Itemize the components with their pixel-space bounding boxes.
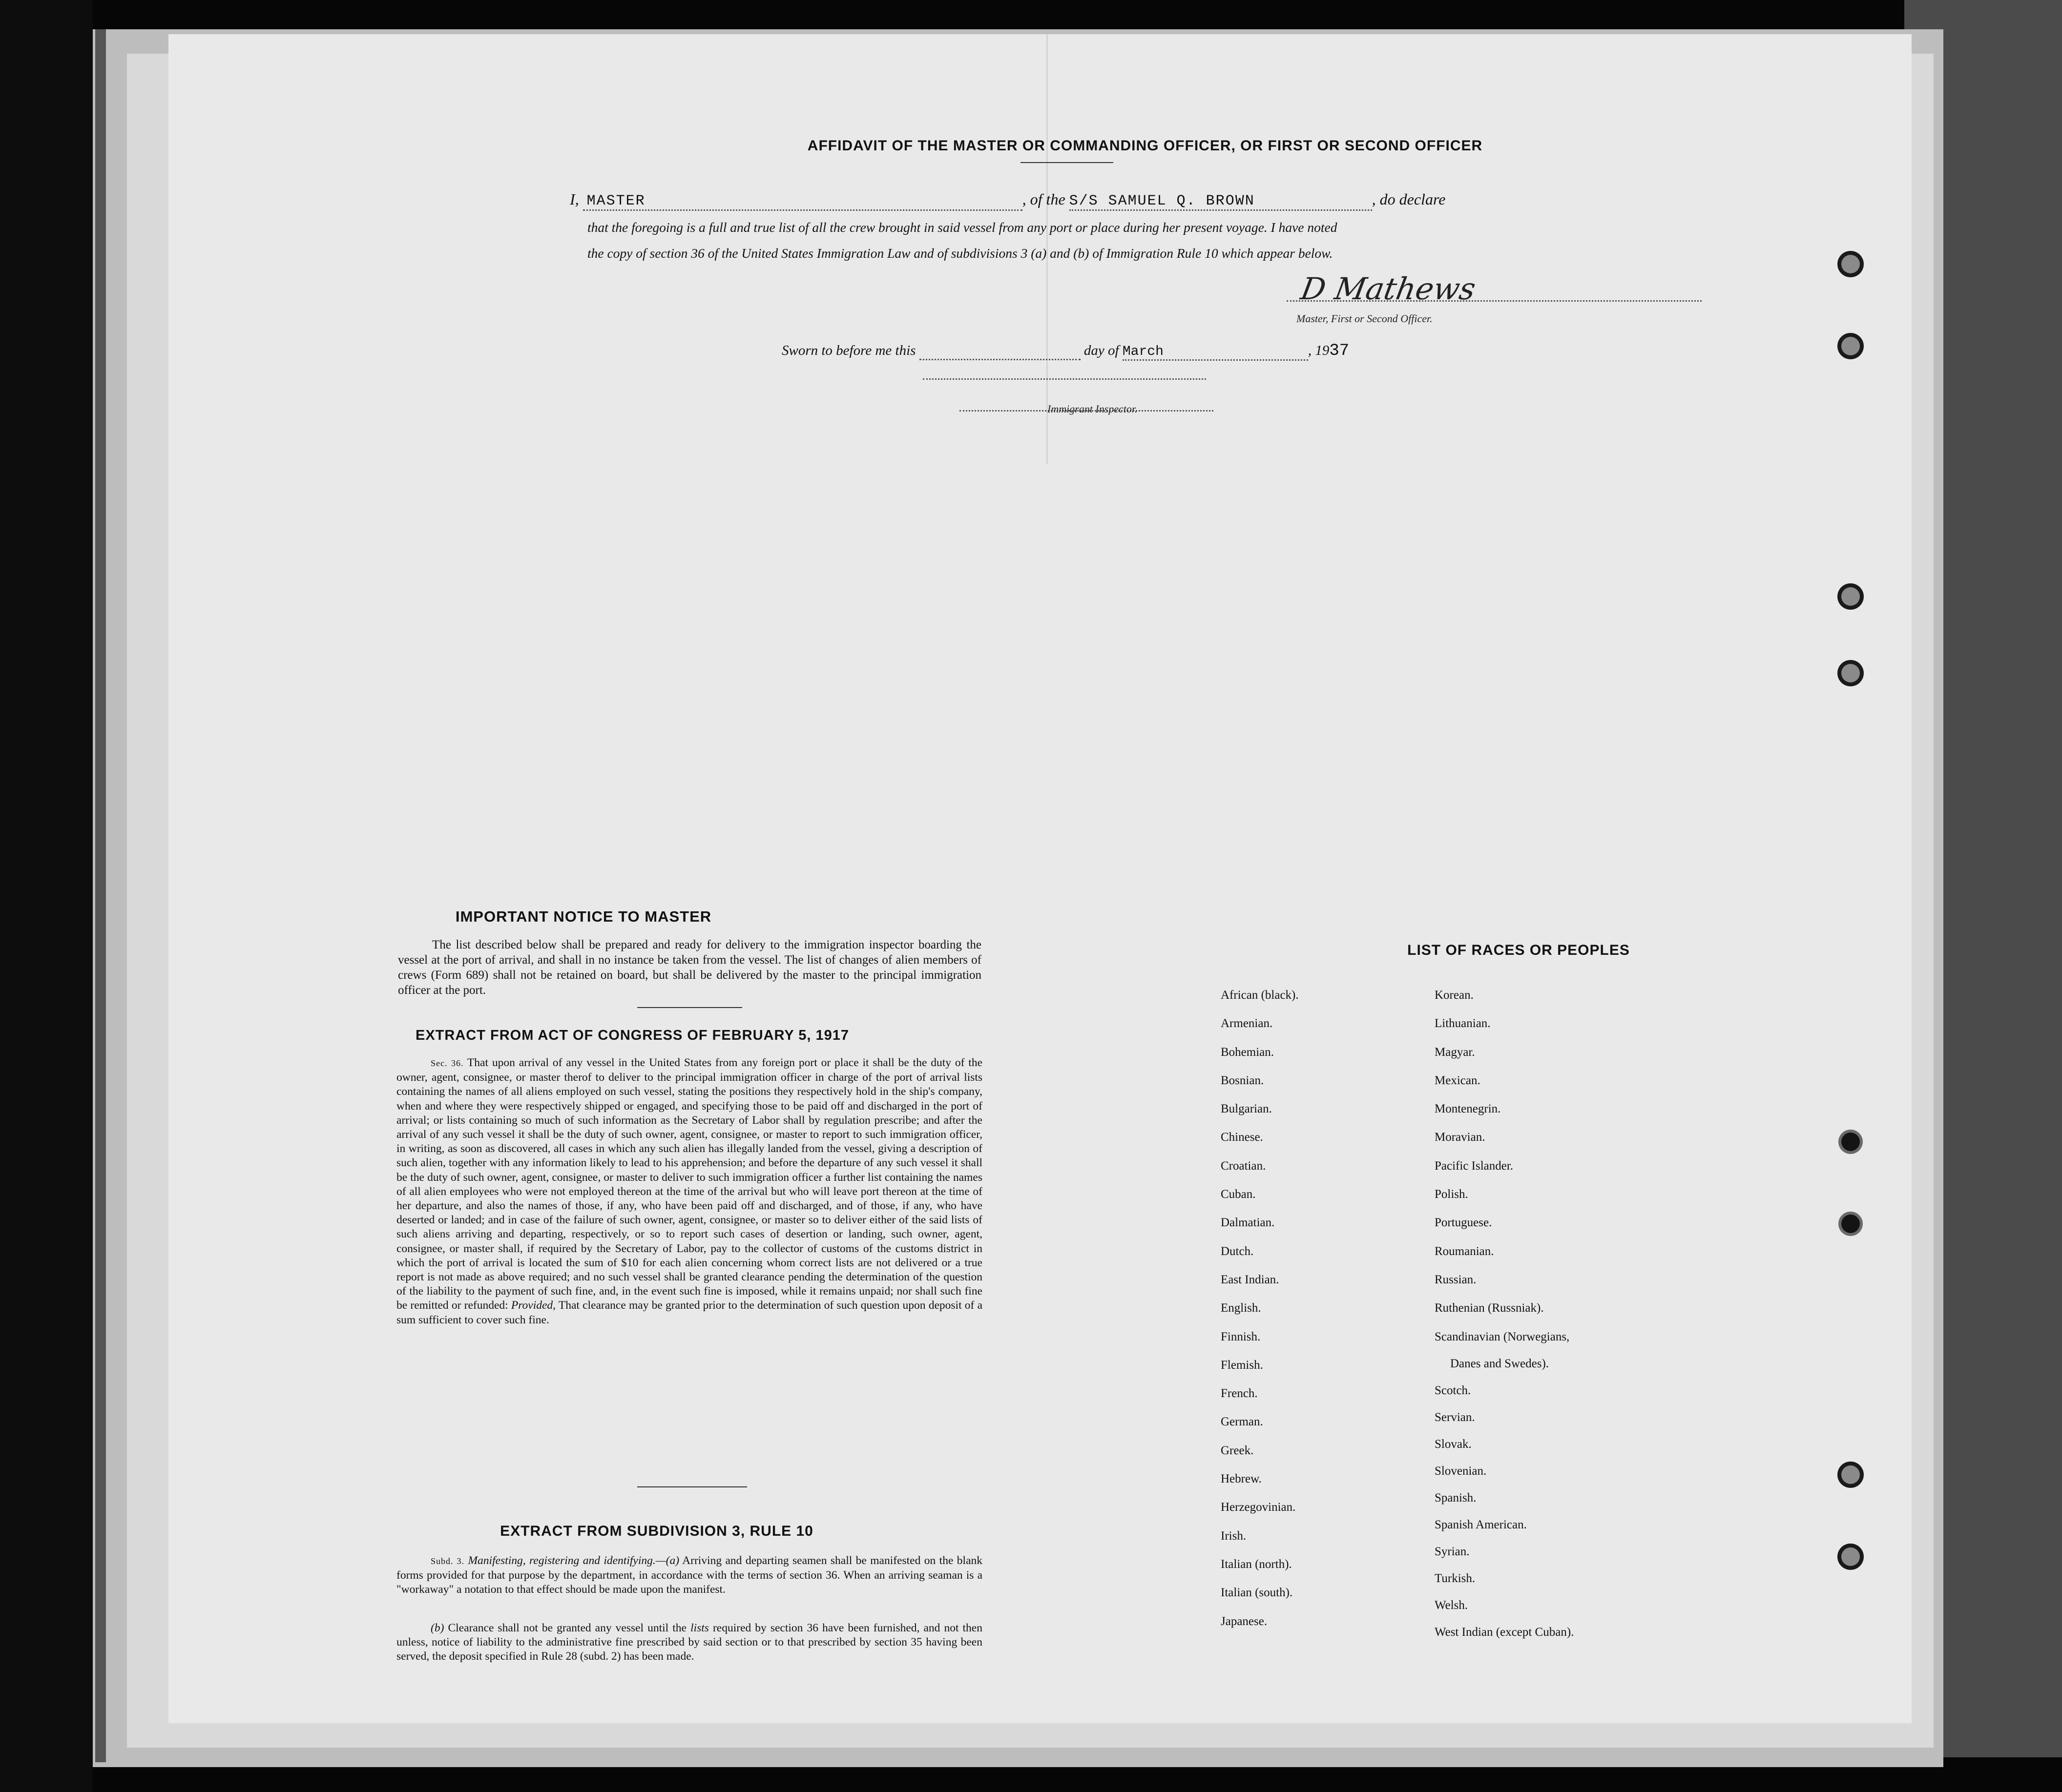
- race-item: Dalmatian.: [1221, 1216, 1275, 1230]
- rule10-para-b-part2: required by section 36 have been furnished, and not then unless, notice of liability to the administrative fine prescribed by said section or to that prescribed by section 35 having been served, the deposit specified in Rule 28 (subd. 2) has been made.: [396, 1622, 982, 1663]
- race-item: Hebrew.: [1221, 1472, 1262, 1486]
- race-item: Slovak.: [1435, 1437, 1472, 1451]
- race-item: Armenian.: [1221, 1017, 1273, 1030]
- act-section-label: Sec. 36.: [431, 1058, 464, 1068]
- punch-hole: [1841, 1215, 1860, 1233]
- affidavit-page: [168, 34, 1912, 1723]
- race-item: Moravian.: [1435, 1131, 1485, 1144]
- master-name: MASTER: [586, 193, 646, 209]
- race-item: Scandinavian (Norwegians,: [1435, 1330, 1570, 1343]
- race-item: Turkish.: [1435, 1571, 1476, 1585]
- race-item: Finnish.: [1221, 1330, 1261, 1343]
- signature-line: [1287, 300, 1702, 302]
- race-item: Korean.: [1435, 989, 1474, 1002]
- race-item: Dutch.: [1221, 1244, 1254, 1258]
- race-item: Portuguese.: [1435, 1216, 1492, 1230]
- punch-hole: [1841, 664, 1860, 682]
- notice-text: The list described below shall be prepared and ready for delivery to the immigration inspector boarding the vessel at the port of arrival, and shall in no instance be taken from the vessel. The list of changes of alien members of crews (Form 689) shall not be retained on board, but shall be delivered by the master to the principal immigration officer at the port.: [398, 938, 981, 997]
- race-item: Magyar.: [1435, 1045, 1475, 1059]
- of-the-label: , of the: [1022, 190, 1065, 208]
- races-title: LIST OF RACES OR PEOPLES: [1407, 942, 1630, 958]
- punch-hole: [1841, 587, 1860, 606]
- binder-bar-left: [95, 29, 106, 1762]
- race-item: East Indian.: [1221, 1273, 1279, 1286]
- race-item: Roumanian.: [1435, 1244, 1494, 1258]
- declare-label: , do declare: [1372, 190, 1446, 208]
- race-item: Bulgarian.: [1221, 1102, 1272, 1116]
- declaration-prefix: I,: [570, 190, 579, 208]
- race-item: Bosnian.: [1221, 1073, 1264, 1087]
- act-provided-text: That clearance may be granted prior to the determination of such question upon deposit of a sum sufficient to cover such fine.: [396, 1299, 983, 1326]
- binder-spine-left: [0, 0, 93, 1792]
- sworn-month: March: [1122, 344, 1164, 359]
- race-item: French.: [1221, 1387, 1258, 1401]
- sworn-prefix: Sworn to before me this: [782, 343, 916, 358]
- rule10-subd-label: Subd. 3.: [431, 1556, 465, 1566]
- sworn-year: 37: [1329, 342, 1350, 360]
- race-item: Italian (south).: [1221, 1586, 1293, 1600]
- race-item: German.: [1221, 1415, 1263, 1429]
- race-item: English.: [1221, 1301, 1261, 1315]
- race-item: Slovenian.: [1435, 1464, 1487, 1478]
- race-item: Herzegovinian.: [1221, 1501, 1296, 1514]
- race-item: Greek.: [1221, 1443, 1254, 1457]
- act-title: EXTRACT FROM ACT OF CONGRESS OF FEBRUARY 5, 1917: [415, 1028, 850, 1043]
- rule10-para-b-label: (b): [431, 1622, 444, 1634]
- punch-hole: [1841, 1133, 1860, 1151]
- race-item: Pacific Islander.: [1435, 1159, 1514, 1173]
- notice-title: IMPORTANT NOTICE TO MASTER: [455, 908, 712, 925]
- rule10-para-a-text: Arriving and departing seamen shall be manifested on the blank forms provided for that purpose by the department, in accordance with the terms of section 36. When an arriving seaman is a "workaway" a notation to that effect should be made upon the manifest.: [396, 1554, 982, 1596]
- affidavit-line-2: that the foregoing is a full and true list of all the crew brought in said vessel from any port or place during her present voyage. I have noted: [587, 220, 1337, 235]
- signature-caption: Master, First or Second Officer.: [1296, 312, 1433, 325]
- vessel-name: S/S SAMUEL Q. BROWN: [1069, 193, 1255, 209]
- rule10-subd-heading: Manifesting, registering and identifying.—(a): [468, 1554, 680, 1567]
- race-item: Ruthenian (Russniak).: [1435, 1301, 1544, 1315]
- affidavit-line-3: the copy of section 36 of the United States Immigration Law and of subdivisions 3 (a) and (b) of Immigration Rule 10 which appear below.: [587, 246, 1333, 261]
- rule10-para-b: [396, 1621, 982, 1664]
- race-item: Scotch.: [1435, 1383, 1471, 1397]
- race-item: Polish.: [1435, 1188, 1468, 1201]
- year-prefix: , 19: [1308, 343, 1330, 358]
- punch-hole: [1841, 255, 1860, 273]
- notice-rule: [637, 1007, 742, 1008]
- race-item: Mexican.: [1435, 1073, 1480, 1087]
- race-item: Irish.: [1221, 1529, 1247, 1543]
- race-item: Cuban.: [1221, 1188, 1256, 1201]
- race-item: Lithuanian.: [1435, 1017, 1491, 1030]
- punch-hole: [1841, 337, 1860, 355]
- rule10-para-b-part1: Clearance shall not be granted any vessel until the: [448, 1622, 687, 1634]
- punch-hole: [1841, 1547, 1860, 1566]
- affidavit-title: AFFIDAVIT OF THE MASTER OR COMMANDING OFFICER, OR FIRST OR SECOND OFFICER: [807, 138, 1483, 154]
- act-provided-label: Provided,: [511, 1299, 556, 1312]
- act-body: That upon arrival of any vessel in the United States from any foreign port or place it shall be the duty of the owner, agent, consignee, or master therof to deliver to the principal immigration officer in charge of the port of arrival lists containing the names of all aliens employed on such vessel, stating the positions they respectively hold in the ship's company, when and where they were respectively shipped or engaged, and specifying those to be paid off and discharged in the port of arrival; or lists containing so much of such information as the Secretary of Labor shall by regulation prescribe; and after the arrival of any such vessel it shall be the duty of such owner, agent, consignee, or master to report to such immigration officer, in writing, as soon as discovered, all cases in which any such alien has illegally landed from the vessel, giving a description of such alien, together with any information likely to lead to his apprehension; and before the departure of any such vessel it shall be the duty of such owner, agent, consignee, or master to deliver to such immigration officer a further list containing the names of all alien employees who were not employed thereon at the time of the arrival but who will leave port thereon at the time of her departure, and also the names of those, if any, who have been paid off and discharged, and of those, if any, who have deserted or landed; and in case of the failure of such owner, agent, consignee, or master so to deliver either of the said lists of such aliens arriving and departing, respectively, or so to report such cases of desertion or landing, such owner, agent, consignee, or master shall, if required by the Secretary of Labor, pay to the collector of customs of the customs district in which the port of arrival is located the sum of $10 for each alien concerning whom correct lists are not delivered or a true report is not made as above required; and no such vessel shall be granted clearance pending the determination of the question of the liability to the payment of such fine, and, in the event such fine is imposed, while it remains unpaid; nor shall such fine be remitted or refunded:: [396, 1056, 982, 1312]
- title-rule: [1021, 162, 1113, 163]
- race-item: Spanish.: [1435, 1491, 1477, 1504]
- sworn-line: [782, 342, 1349, 361]
- act-rule: [637, 1486, 747, 1487]
- race-item: Danes and Swedes).: [1450, 1357, 1549, 1370]
- rule10-title: EXTRACT FROM SUBDIVISION 3, RULE 10: [500, 1523, 813, 1539]
- punch-hole: [1841, 1465, 1860, 1484]
- race-item: Italian (north).: [1221, 1557, 1292, 1571]
- day-of-label: day of: [1083, 343, 1119, 358]
- race-item: Japanese.: [1221, 1614, 1268, 1628]
- race-item: Flemish.: [1221, 1358, 1263, 1372]
- rule10-para-a: [396, 1554, 982, 1597]
- race-item: Bohemian.: [1221, 1045, 1274, 1059]
- races-left-column: [1221, 989, 1299, 1643]
- inspector-signature-line: [923, 378, 1206, 380]
- race-item: Servian.: [1435, 1410, 1475, 1424]
- race-item: Welsh.: [1435, 1598, 1468, 1612]
- act-text: [396, 1056, 982, 1327]
- rule10-para-b-lists: lists: [690, 1622, 709, 1634]
- race-item: African (black).: [1221, 989, 1299, 1002]
- race-item: West Indian (except Cuban).: [1435, 1625, 1574, 1639]
- race-item: Syrian.: [1435, 1545, 1470, 1558]
- affidavit-declaration-line: [570, 190, 1445, 211]
- signature: D Mathews: [1298, 271, 1479, 307]
- races-right-column: [1435, 989, 1574, 1652]
- race-item: Montenegrin.: [1435, 1102, 1501, 1116]
- race-item: Russian.: [1435, 1273, 1477, 1286]
- inspector-caption: Immigrant Inspector.: [1047, 403, 1138, 415]
- race-item: Spanish American.: [1435, 1518, 1527, 1531]
- race-item: Croatian.: [1221, 1159, 1266, 1173]
- race-item: Chinese.: [1221, 1131, 1263, 1144]
